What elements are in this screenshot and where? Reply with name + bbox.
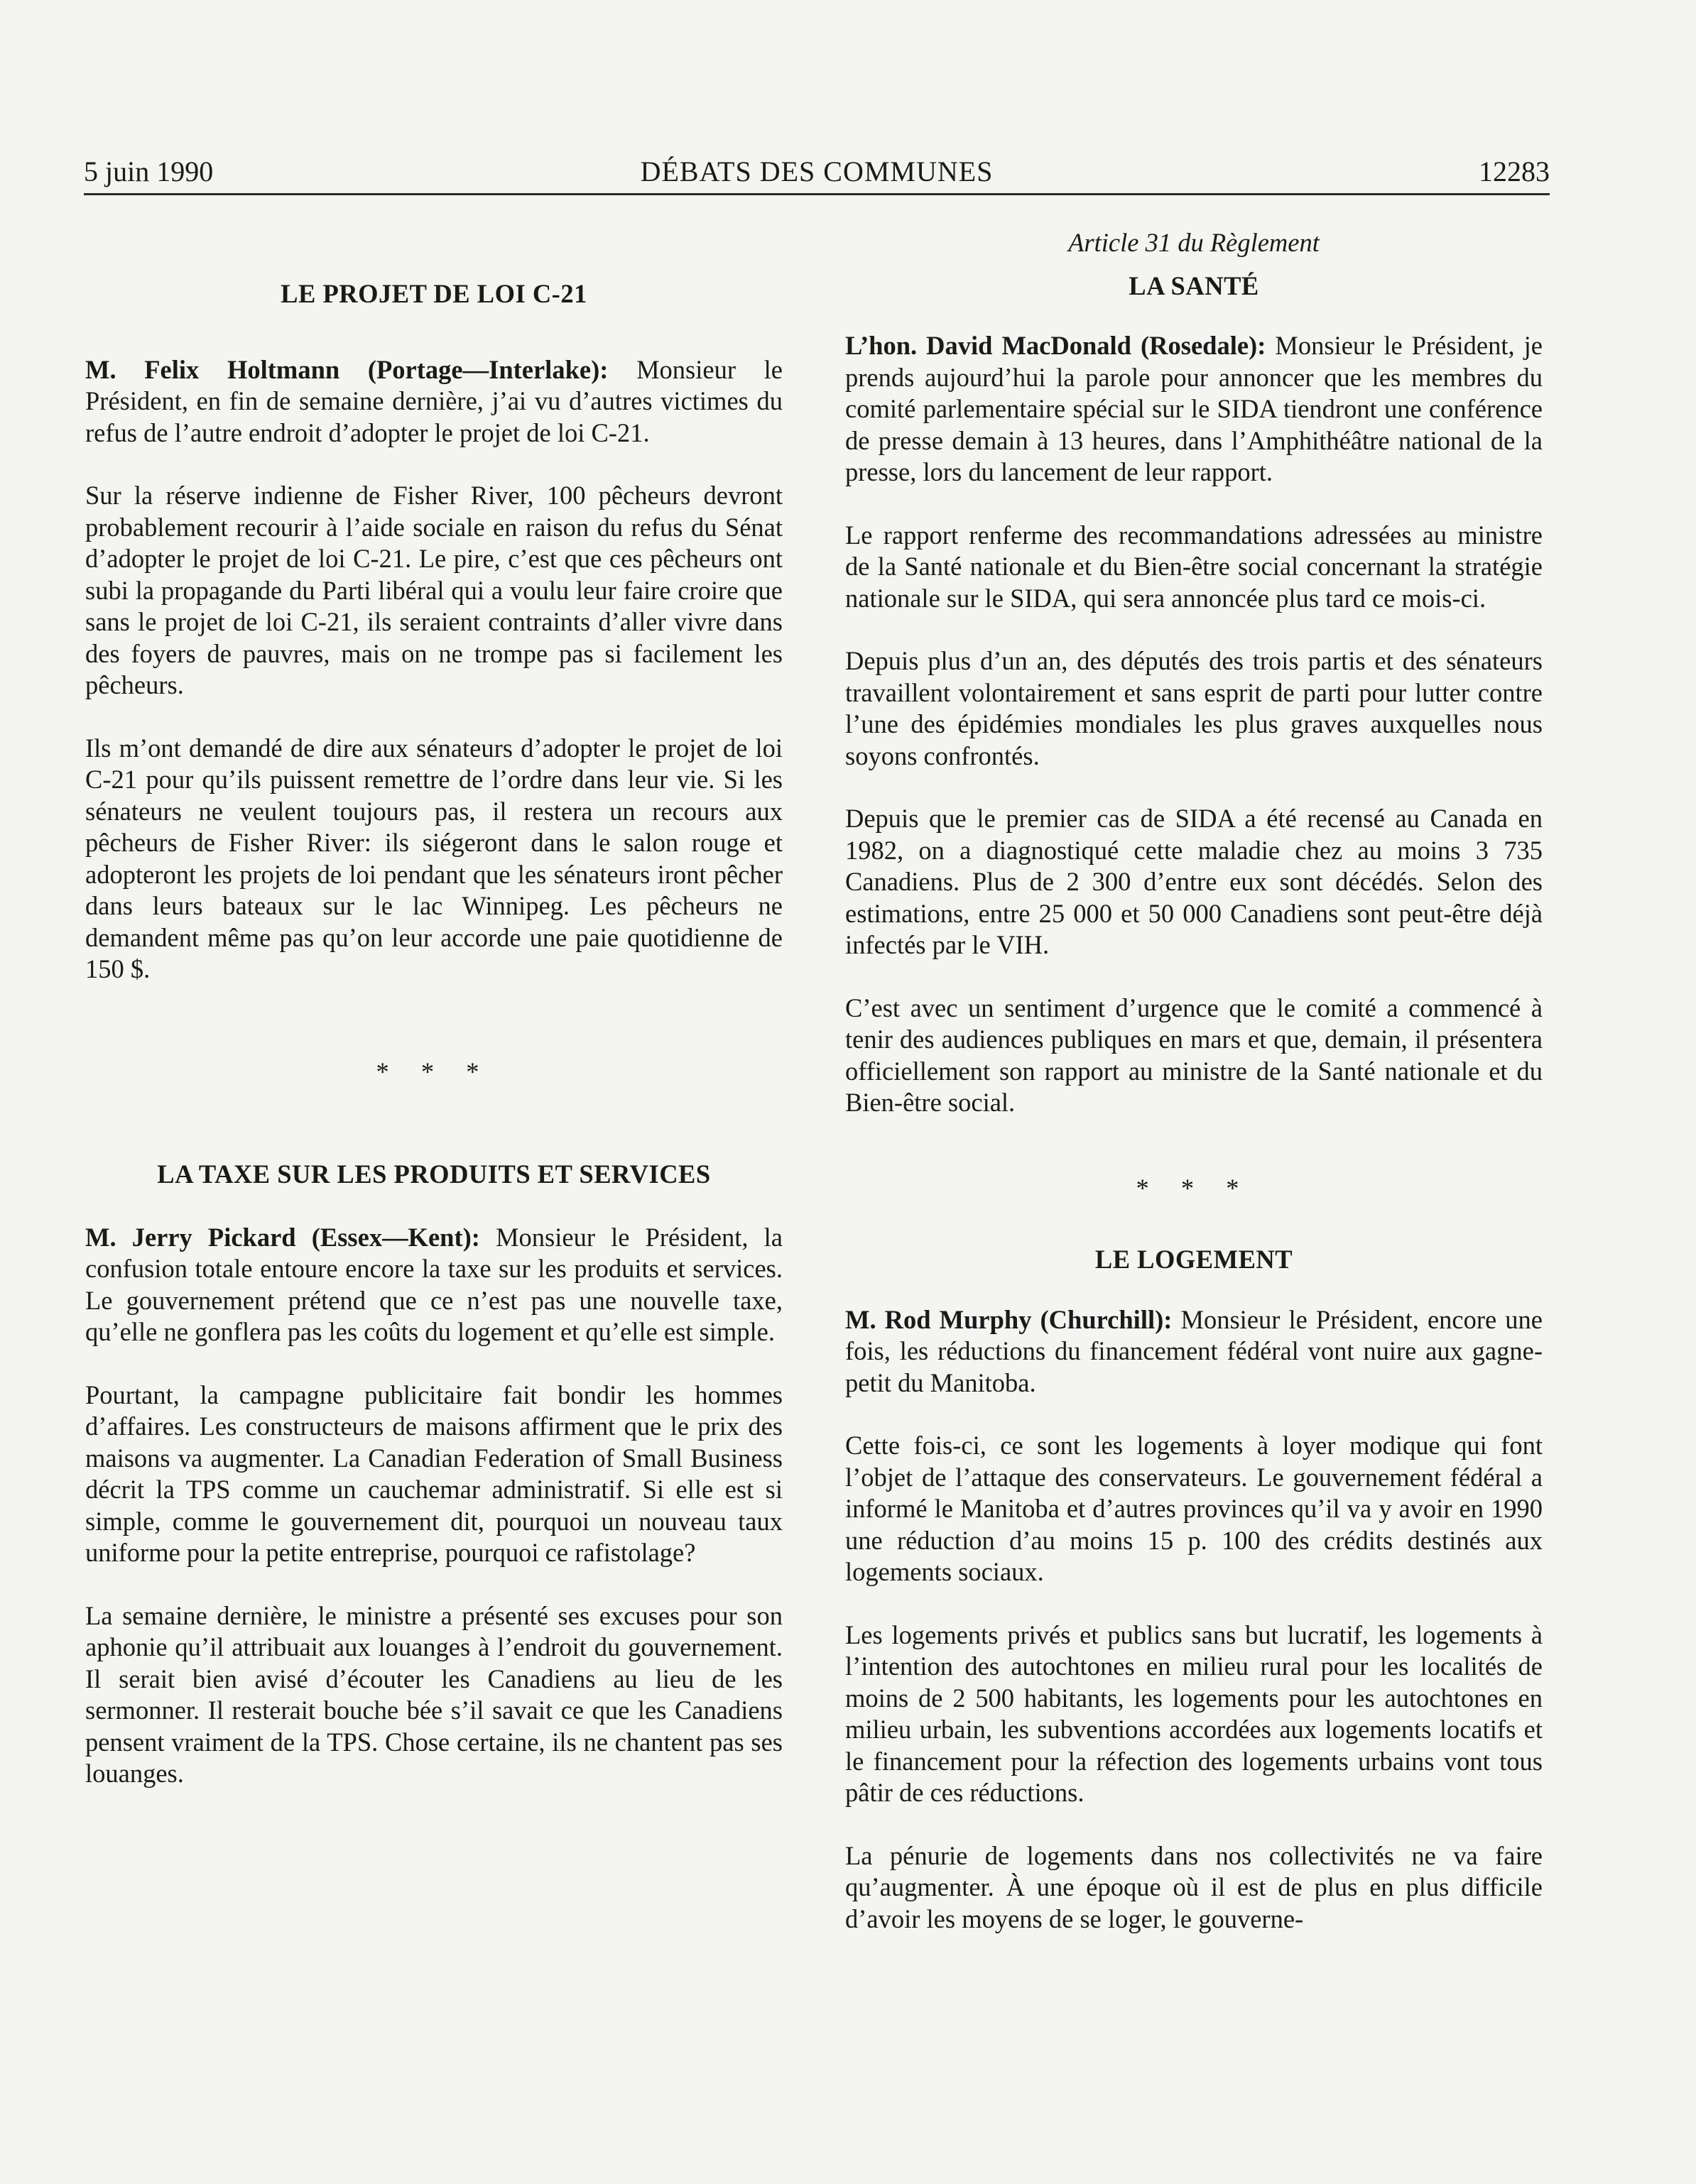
paragraph <box>845 1304 1543 1399</box>
section-heading: LA TAXE SUR LES PRODUITS ET SERVICES <box>157 1159 711 1189</box>
paragraph-text: Monsieur le Président, la confusion totale entoure encore la taxe sur les produits et services. Le gouvernement prétend que ce n’est pas une nouvelle taxe, qu’elle ne gonflera pas les coûts du logement et qu’elle est simple. <box>85 1222 783 1346</box>
paragraph: Les logements privés et publics sans but lucratif, les logements à l’intention des autochtones en milieu rural pour les localités de moins de 2 500 habitants, les logements pour les autochtones en milieu urbain, les subventions accordées aux logements locatifs et le financement pour la réfection des logements urbains vont tous pâtir de ces réductions. <box>845 1620 1543 1807</box>
section-heading: LA SANTÉ <box>1129 271 1259 300</box>
section-separator: * * * <box>376 1056 492 1086</box>
header-date: 5 juin 1990 <box>84 155 214 187</box>
paragraph: La pénurie de logements dans nos collectivités ne va faire qu’augmenter. À une époque où il est de plus en plus difficile d’avoir les moyens de se loger, le gouverne- <box>845 1840 1543 1933</box>
paragraph: Depuis que le premier cas de SIDA a été recensé au Canada en 1982, on a diagnostiqué cette maladie chez au moins 3 735 Canadiens. Plus de 2 300 d’entre eux sont décédés. Selon des estimations, entre 25 000 et 50 000 Canadiens sont peut-être déjà infectés par le VIH. <box>845 804 1543 959</box>
paragraph: Cette fois-ci, ce sont les logements à loyer modique qui font l’objet de l’attaque des conservateurs. Le gouvernement fédéral a informé le Manitoba et d’autres provinces qu’il va y avoir en 1990 une réduction d’au moins 15 p. 100 des crédits destinés aux logements sociaux. <box>845 1431 1543 1586</box>
paragraph: Pourtant, la campagne publicitaire fait bondir les hommes d’affaires. Les constructeurs de maisons affirment que le prix des maisons va augmenter. La Canadian Federation of Small Business décrit la TPS comme un cauchemar administratif. Si elle est si simple, comme le gouvernement dit, pourquoi un nouveau taux uniforme pour la petite entreprise, pourquoi ce rafistolage? <box>85 1380 783 1567</box>
paragraph: Depuis plus d’un an, des députés des trois partis et des sénateurs travaillent volontairement et sans esprit de parti pour lutter contre l’une des épidémies mondiales les plus graves auxquelles nous soyons confrontés. <box>845 646 1543 770</box>
section-heading: LE PROJET DE LOI C-21 <box>281 279 587 308</box>
page-header <box>84 151 1550 193</box>
paragraph: Sur la réserve indienne de Fisher River, 100 pêcheurs devront probablement recourir à l’aide sociale en raison du refus du Sénat d’adopter le projet de loi C-21. Le pire, c’est que ces pêcheurs ont subi la propagande du Parti libéral qui a voulu leur faire croire que sans le projet de loi C-21, ils seraient contraints d’aller vivre dans des foyers de pauvres, mais on ne trompe pas si facilement les pêcheurs. <box>85 481 783 699</box>
paragraph: Ils m’ont demandé de dire aux sénateurs d’adopter le projet de loi C-21 pour qu’ils puissent remettre de l’ordre dans leur vie. Si les sénateurs ne veulent toujours pas, il restera un recours aux pêcheurs de Fisher River: ils siégeront dans le salon rouge et adopteront les projets de loi pendant que les sénateurs iront pêcher dans leurs bateaux sur le lac Winnipeg. Les pêcheurs ne demandent même pas qu’on leur accorde une paie quotidienne de 150 $. <box>85 733 783 983</box>
paragraph-text: Monsieur le Président, encore une fois, les réductions du financement fédéral vont nuire aux gagne-petit du Manitoba. <box>845 1304 1543 1397</box>
paragraph: C’est avec un sentiment d’urgence que le comité a commencé à tenir des audiences publiques en mars et que, demain, il présentera officiellement son rapport au ministre de la Santé nationale et du Bien-être social. <box>845 993 1543 1117</box>
paragraph-text: Monsieur le Président, en fin de semaine dernière, j’ai vu d’autres victimes du refus de l’autre endroit d’adopter le projet de loi C-21. <box>85 354 783 447</box>
speaker-name: L’hon. David MacDonald (Rosedale): <box>845 331 1266 360</box>
paragraph <box>85 354 783 449</box>
speaker-name: M. Rod Murphy (Churchill): <box>845 1304 1173 1334</box>
left-column <box>85 213 783 1790</box>
section-separator: * * * <box>1136 1173 1252 1203</box>
speaker-name: M. Jerry Pickard (Essex—Kent): <box>85 1222 480 1252</box>
section-kicker: Article 31 du Règlement <box>1068 228 1320 257</box>
right-column <box>845 213 1543 1935</box>
header-title: DÉBATS DES COMMUNES <box>640 155 994 187</box>
paragraph <box>845 330 1543 488</box>
header-rule <box>84 193 1550 195</box>
paragraph: Le rapport renferme des recommandations adressées au ministre de la Santé nationale et du Bien-être social concernant la stratégie nationale sur le SIDA, qui sera annoncée plus tard ce mois-ci. <box>845 520 1543 613</box>
paragraph <box>85 1222 783 1348</box>
paragraph: La semaine dernière, le ministre a présenté ses excuses pour son aphonie qu’il attribuait aux louanges à l’endroit du gouvernement. Il serait bien avisé d’écouter les Canadiens au lieu de les sermonner. Il resterait bouche bée s’il savait ce que les Canadiens pensent vraiment de la TPS. Chose certaine, ils ne chantent pas ses louanges. <box>85 1600 783 1788</box>
paragraph-text: Monsieur le Président, je prends aujourd’hui la parole pour annoncer que les membres du comité parlementaire spécial sur le SIDA tiendront une conférence de presse demain à 13 heures, dans l’Amphithéâtre national de la presse, lors du lancement de leur rapport. <box>845 331 1543 486</box>
section-heading: LE LOGEMENT <box>1094 1245 1293 1274</box>
header-page-number: 12283 <box>1479 155 1550 187</box>
speaker-name: M. Felix Holtmann (Portage—Interlake): <box>85 354 609 384</box>
